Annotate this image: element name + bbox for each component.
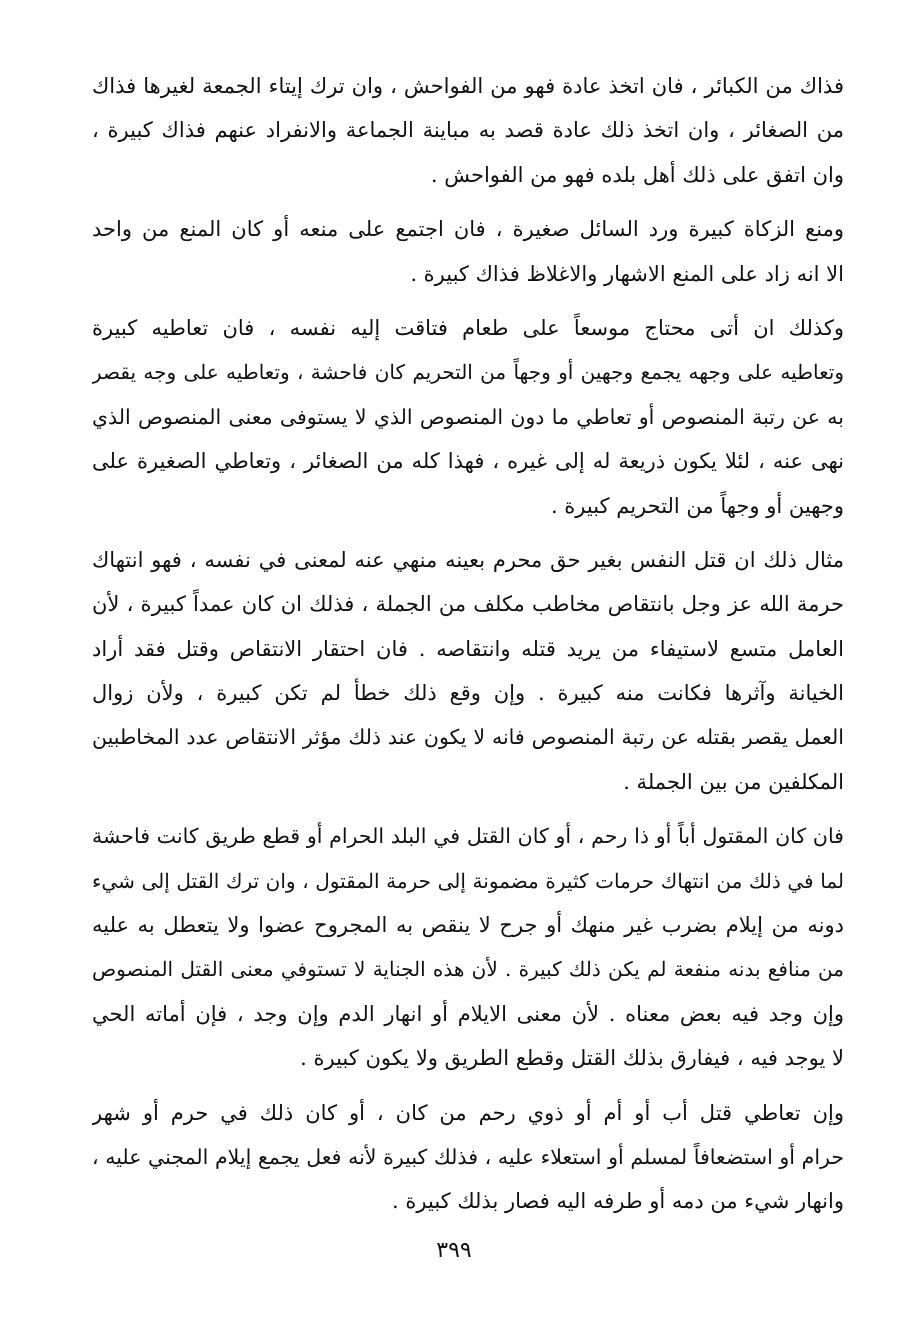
text-line: نهى عنه ، لئلا يكون ذريعة له إلى غيره ، فهذا كله من الصغائر ، وتعاطي الصغيرة على	[92, 449, 844, 474]
text-line: فان كان المقتول أباً أو ذا رحم ، أو كان القتل في البلد الحرام أو قطع طريق كانت فاحشة	[92, 824, 844, 849]
text-line: وان اتفق على ذلك أهل بلده فهو من الفواحش .	[430, 162, 844, 187]
text-line: العمل يقصر بقتله عن رتبة المنصوص فانه لا يكون عند ذلك مؤثر الانتقاص عدد المخاطبين	[92, 725, 844, 750]
text-line: لا يوجد فيه ، فيفارق بذلك القتل وقطع الطريق ولا يكون كبيرة .	[300, 1046, 844, 1071]
paragraph	[92, 814, 844, 1080]
text-line: دونه من إيلام بضرب غير منهك أو جرح لا ينقص به المجروح عضوا ولا يتعطل به عليه	[92, 913, 844, 938]
text-line: العامل متسع لاستيفاء من يريد قتله وانتقاصه . فان احتقار الانتقاص وقتل فقد أراد	[92, 636, 844, 661]
text-line: به عن رتبة المنصوص أو تعاطي ما دون المنصوص الذي لا يستوفى معنى المنصوص الذي	[92, 404, 844, 429]
text-line: وإن وجد فيه بعض معناه . لأن معنى الايلام أو انهار الدم وإن وجد ، فإن أماته الحي	[92, 1001, 844, 1026]
text-line: وانهار شيء من دمه أو طرفه اليه فصار بذلك كبيرة .	[392, 1189, 844, 1214]
page-number: ٣٩٩	[436, 1238, 472, 1263]
text-line: المكلفين من بين الجملة .	[623, 769, 844, 794]
text-line: مثال ذلك ان قتل النفس بغير حق محرم بعينه منهي عنه لمعنى في نفسه ، فهو انتهاك	[92, 547, 844, 572]
text-line: وجهين أو وجهاً من التحريم كبيرة .	[550, 493, 844, 518]
text-line: الخيانة وآثرها فكانت منه كبيرة . وإن وقع ذلك خطأ لم تكن كبيرة ، ولأن زوال	[92, 681, 844, 706]
paragraph	[92, 1091, 844, 1224]
text-line: من الصغائر ، وان اتخذ ذلك عادة قصد به مباينة الجماعة والانفراد عنهم فذاك كبيرة ،	[92, 118, 844, 143]
text-line: وكذلك ان أتى محتاج موسعاً على طعام فتاقت إليه نفسه ، فان تعاطيه كبيرة	[92, 315, 844, 340]
text-line: من منافع بدنه منفعة لم يكن ذلك كبيرة . لأن هذه الجناية لا تستوفي معنى القتل المنصوص	[92, 957, 844, 982]
body-text	[92, 64, 844, 1234]
paragraph	[92, 207, 844, 296]
text-line: ومنع الزكاة كبيرة ورد السائل صغيرة ، فان اجتمع على منعه أو كان المنع من واحد	[92, 217, 844, 242]
text-line: فذاك من الكبائر ، فان اتخذ عادة فهو من الفواحش ، وان ترك إيتاء الجمعة لغيرها فذاك	[92, 74, 844, 98]
text-line: لما في ذلك من انتهاك حرمات كثيرة مضمونة إلى حرمة المقتول ، وان ترك القتل إلى شيء	[92, 868, 844, 893]
paragraph	[92, 306, 844, 528]
text-line: وإن تعاطي قتل أب أو أم أو ذوي رحم من كان ، أو كان ذلك في حرم أو شهر	[92, 1100, 844, 1125]
text-line: وتعاطيه على وجهه يجمع وجهين أو وجهاً من التحريم كان فاحشة ، وتعاطيه على وجه يقصر	[92, 360, 844, 385]
paragraph	[92, 64, 844, 197]
text-line: حرمة الله عز وجل بانتقاص مخاطب مكلف من الجملة ، فذلك ان كان عمداً كبيرة ، لأن	[92, 592, 844, 617]
paragraph	[92, 538, 844, 804]
text-line: حرام أو استضعافاً لمسلم أو استعلاء عليه ، فذلك كبيرة لأنه فعل يجمع إيلام المجني عليه ،	[92, 1144, 844, 1169]
text-line: الا انه زاد على المنع الاشهار والاغلاظ فذاك كبيرة .	[410, 261, 844, 286]
